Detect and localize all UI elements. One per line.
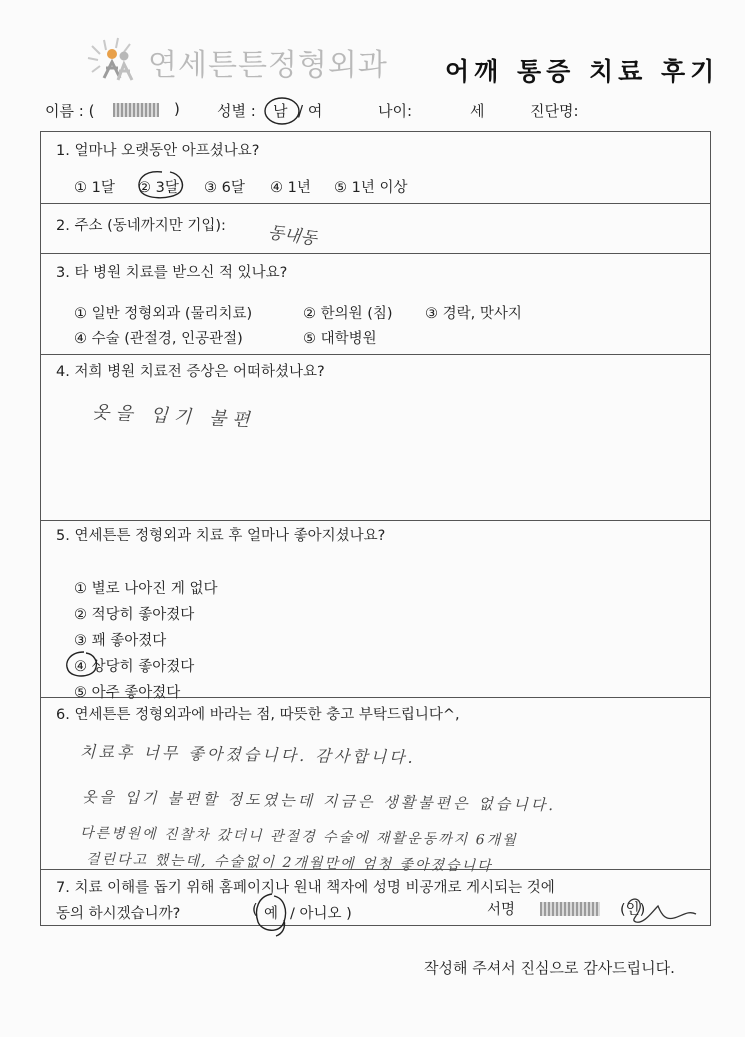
divider	[40, 253, 711, 254]
logo-figure-icon	[82, 34, 152, 86]
q3-option-1[interactable]: ① 일반 정형외과 (물리치료)	[74, 306, 253, 322]
gender-circle-mark	[262, 95, 302, 127]
diagnosis-label: 진단명:	[530, 102, 579, 120]
q5-circle-mark	[62, 648, 102, 682]
q6-answer-line-2: 옷을 입기 불편할 정도였는데 지금은 생활불편은 없습니다.	[81, 787, 557, 815]
divider	[40, 354, 711, 355]
gender-label: 성별 :	[217, 102, 256, 120]
q3-option-5[interactable]: ⑤ 대학병원	[303, 331, 377, 347]
question-7-line-1: 7. 치료 이해를 돕기 위해 홈페이지나 원내 책자에 성명 비공개로 게시되는 것에	[56, 880, 555, 896]
q7-circle-mark	[250, 890, 294, 938]
question-5: 5. 연세튼튼 정형외과 치료 후 얼마나 좋아지셨나요?	[56, 528, 386, 544]
q5-option-4[interactable]: ④ 상당히 좋아졌다	[74, 659, 195, 675]
name-close: )	[174, 100, 180, 118]
q6-answer-line-4: 걸린다고 했는데, 수술없이 2개월만에 엄청 좋아졌습니다	[85, 851, 493, 875]
q5-option-1[interactable]: ① 별로 나아진 게 없다	[74, 581, 218, 597]
gender-female[interactable]: / 여	[298, 102, 323, 120]
name-label: 이름 : (	[45, 102, 95, 120]
q3-option-2[interactable]: ② 한의원 (침)	[303, 306, 393, 322]
thank-you-footer: 작성해 주셔서 진심으로 감사드립니다.	[424, 959, 675, 977]
q1-option-4[interactable]: ④ 1년	[270, 180, 311, 196]
question-4: 4. 저희 병원 치료전 증상은 어떠하셨나요?	[56, 364, 325, 380]
q1-option-5[interactable]: ⑤ 1년 이상	[334, 180, 408, 196]
logo-text: 연세튼튼정형외과	[148, 48, 388, 83]
q5-option-2[interactable]: ② 적당히 좋아졌다	[74, 607, 195, 623]
q6-answer-line-3: 다른병원에 진찰차 갔더니 관절경 수술에 재활운동까지 6개월	[79, 825, 518, 849]
q7-choice-yes[interactable]: 예	[264, 906, 279, 922]
q1-option-2[interactable]: ② 3달	[138, 180, 179, 196]
age-unit: 세	[470, 102, 485, 120]
q7-choice-open: (	[252, 902, 258, 918]
q1-circle-mark	[132, 166, 192, 202]
q1-option-1[interactable]: ① 1달	[74, 180, 115, 196]
q7-choice-no[interactable]: / 아니오 )	[290, 906, 352, 922]
name-redacted	[113, 103, 159, 117]
signature-name-redacted	[540, 902, 600, 916]
divider	[40, 203, 711, 204]
divider	[40, 520, 711, 521]
gender-male[interactable]: 남	[273, 102, 288, 120]
q5-option-5[interactable]: ⑤ 아주 좋아졌다	[74, 685, 181, 701]
q1-option-3[interactable]: ③ 6달	[204, 180, 245, 196]
q2-handwritten-answer: 동내동	[266, 222, 319, 250]
question-6: 6. 연세튼튼 정형외과에 바라는 점, 따뜻한 충고 부탁드립니다^,	[56, 707, 460, 723]
q4-handwritten-answer: 옷을 입기 불편	[91, 401, 257, 432]
q3-option-4[interactable]: ④ 수술 (관절경, 인공관절)	[74, 331, 243, 347]
age-label: 나이:	[378, 102, 413, 120]
seal-mark: (인)	[620, 902, 646, 918]
q5-option-3[interactable]: ③ 꽤 좋아졌다	[74, 633, 167, 649]
question-1: 1. 얼마나 오랫동안 아프셨나요?	[56, 143, 260, 159]
page-title: 어깨 통증 치료 후기	[445, 57, 720, 86]
signature-scribble	[622, 892, 702, 932]
question-2: 2. 주소 (동네까지만 기입):	[56, 218, 226, 234]
question-3: 3. 타 병원 치료를 받으신 적 있나요?	[56, 265, 288, 281]
q6-answer-line-1: 치료후 너무 좋아졌습니다. 감사합니다.	[79, 742, 416, 767]
signature-label: 서명	[487, 902, 516, 918]
question-7-line-2: 동의 하시겠습니까?	[56, 906, 181, 922]
q3-option-3[interactable]: ③ 경락, 맛사지	[425, 306, 522, 322]
